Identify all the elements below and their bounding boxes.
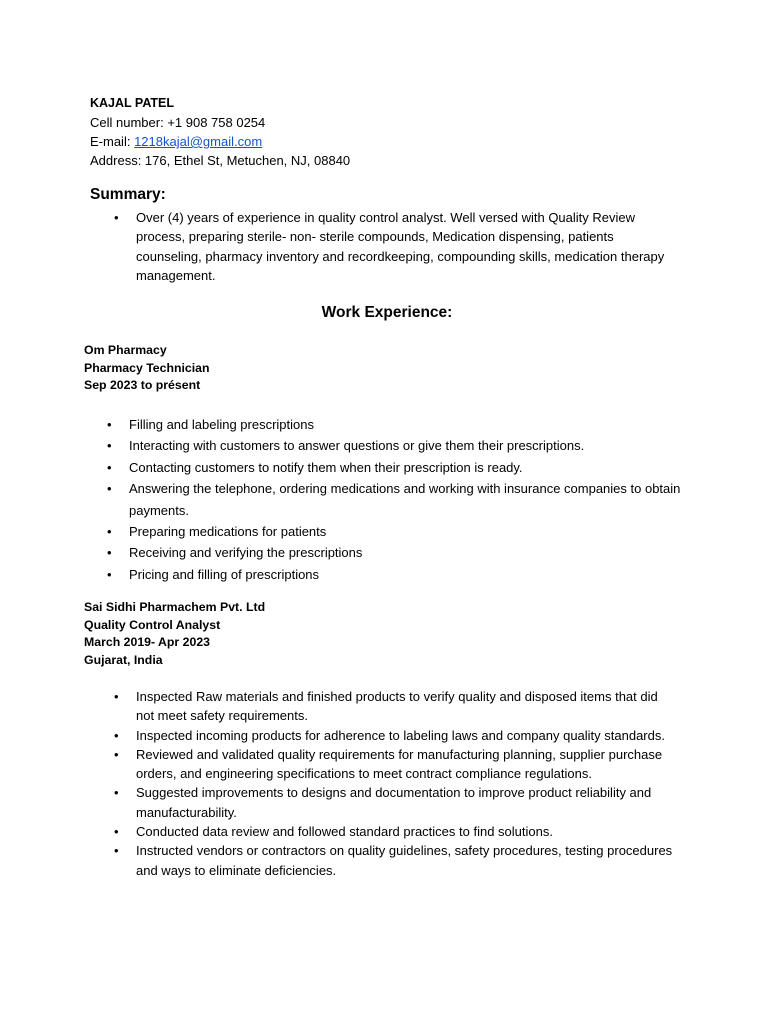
cell-line <box>90 113 350 132</box>
address-label: Address: <box>90 153 145 168</box>
email-link[interactable]: 1218kajal@gmail.com <box>134 134 263 149</box>
job-dates: Sep 2023 to présent <box>84 378 201 392</box>
list-item: • Inspected incoming products for adherence to labeling laws and company quality standards. <box>136 726 676 745</box>
job-title: Pharmacy Technician <box>84 360 210 375</box>
candidate-name: KAJAL PATEL <box>90 96 175 110</box>
list-item: • Conducted data review and followed standard practices to find solutions. <box>136 822 676 841</box>
list-item: • Contacting customers to notify them when their prescription is ready. <box>129 457 689 478</box>
company-name: Om Pharmacy <box>84 343 167 357</box>
list-item: • Preparing medications for patients <box>129 521 689 542</box>
summary-heading: Summary: <box>90 186 166 203</box>
list-item: • Pricing and filling of prescriptions <box>129 564 689 585</box>
list-item: • Suggested improvements to designs and documentation to improve product reliability and manufacturability. <box>136 783 676 822</box>
list-item: • Receiving and verifying the prescriptions <box>129 542 689 563</box>
job-header-sai-sidhi <box>84 599 265 669</box>
work-experience-heading: Work Experience: <box>321 304 453 321</box>
list-item: • Interacting with customers to answer questions or give them their prescriptions. <box>129 435 689 456</box>
job-bullets-om-pharmacy <box>129 414 689 585</box>
job-header-om-pharmacy <box>84 342 210 395</box>
contact-block <box>90 94 350 170</box>
list-item: • Instructed vendors or contractors on quality guidelines, safety procedures, testing procedures and ways to eliminate deficiencies. <box>136 841 676 880</box>
list-item: • Inspected Raw materials and finished products to verify quality and disposed items that did not meet safety requirements. <box>136 687 676 726</box>
list-item: • Answering the telephone, ordering medications and working with insurance companies to obtain payments. <box>129 478 689 521</box>
list-item: • Reviewed and validated quality requirements for manufacturing planning, supplier purchase orders, and engineering specifications to meet contract compliance regulations. <box>136 745 676 784</box>
job-location: Gujarat, India <box>84 652 163 667</box>
address-value: 176, Ethel St, Metuchen, NJ, 08840 <box>144 153 351 168</box>
list-item: • Filling and labeling prescriptions <box>129 414 689 435</box>
job-title: Quality Control Analyst <box>84 617 221 632</box>
summary-list <box>136 208 676 285</box>
company-name: Sai Sidhi Pharmachem Pvt. Ltd <box>84 600 266 614</box>
job-bullets-sai-sidhi <box>136 687 676 880</box>
email-line <box>90 132 350 151</box>
list-item: • Over (4) years of experience in quality control analyst. Well versed with Quality Review process, preparing sterile- non- sterile compounds, Medication dispensing, patients counseling, pharmacy inventory and recordkeeping, compounding skills, medication therapy management. <box>136 208 676 285</box>
cell-number: +1 908 758 0254 <box>167 115 266 130</box>
cell-label: Cell number: <box>90 115 168 130</box>
email-label: E-mail: <box>90 134 135 149</box>
job-dates: March 2019- Apr 2023 <box>84 635 210 649</box>
address-line <box>90 151 350 170</box>
